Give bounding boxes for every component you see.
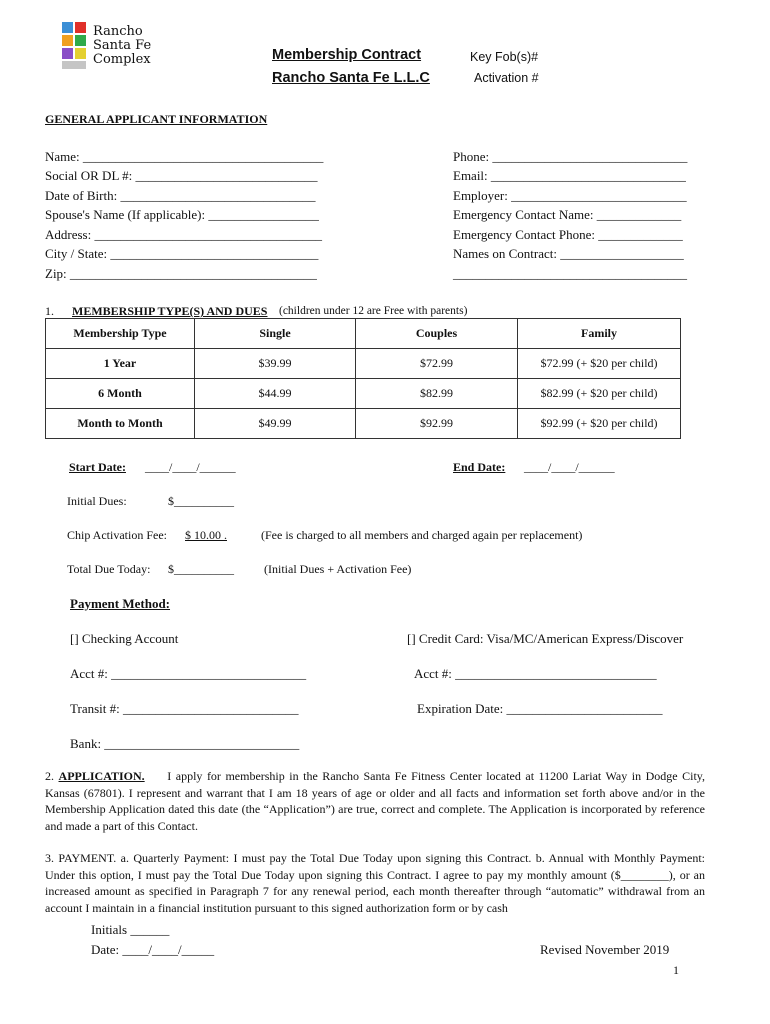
column-header: Couples xyxy=(356,319,518,349)
emergency-contact-phone-field[interactable]: Emergency Contact Phone: _____________ xyxy=(453,227,683,242)
contract-title: Membership Contract xyxy=(272,47,422,63)
membership-type-cell: Month to Month xyxy=(46,409,195,439)
credit-card-option[interactable]: [] Credit Card: Visa/MC/American Express/Discover xyxy=(407,631,684,646)
column-header: Single xyxy=(195,319,356,349)
general-info-heading: GENERAL APPLICANT INFORMATION xyxy=(45,112,268,126)
application-heading: APPLICATION. xyxy=(58,769,145,783)
logo-tile-icon xyxy=(75,22,86,33)
single-price-cell: $44.99 xyxy=(195,379,356,409)
logo-tile-icon xyxy=(62,22,73,33)
chip-fee-note: (Fee is charged to all members and charged again per replacement) xyxy=(261,528,583,542)
logo-tile-icon xyxy=(75,35,86,46)
start-date-field[interactable]: ____/____/______ xyxy=(145,460,236,474)
spouse-name-field[interactable]: Spouse's Name (If applicable): _________________ xyxy=(45,207,319,222)
page-number: 1 xyxy=(673,963,679,977)
checking-account-option[interactable]: [] Checking Account xyxy=(70,631,179,646)
membership-dues-table xyxy=(45,318,681,439)
total-due-field[interactable]: $__________ xyxy=(168,562,234,576)
family-price-cell: $82.99 (+ $20 per child) xyxy=(518,379,681,409)
single-price-cell: $39.99 xyxy=(195,349,356,379)
company-logo xyxy=(58,20,154,72)
key-fob-label: Key Fob(s)# xyxy=(470,50,539,64)
start-date-label: Start Date: xyxy=(69,460,126,474)
membership-heading: MEMBERSHIP TYPE(S) AND DUES xyxy=(72,304,268,318)
payment-method-heading: Payment Method: xyxy=(70,596,171,611)
logo-line: Complex xyxy=(93,52,151,67)
address-field[interactable]: Address: ___________________________________ xyxy=(45,227,322,242)
total-due-label: Total Due Today: xyxy=(67,562,151,576)
zip-field[interactable]: Zip: ______________________________________ xyxy=(45,266,317,281)
email-field[interactable]: Email: ______________________________ xyxy=(453,168,686,183)
initial-dues-label: Initial Dues: xyxy=(67,494,127,508)
names-on-contract-field[interactable]: Names on Contract: ___________________ xyxy=(453,246,684,261)
logo-tile-icon xyxy=(62,35,73,46)
membership-note: (children under 12 are Free with parents) xyxy=(279,305,468,317)
couples-price-cell: $92.99 xyxy=(356,409,518,439)
card-acct-field[interactable]: Acct #: _______________________________ xyxy=(414,666,657,681)
single-price-cell: $49.99 xyxy=(195,409,356,439)
emergency-contact-name-field[interactable]: Emergency Contact Name: _____________ xyxy=(453,207,682,222)
payment-paragraph: 3. PAYMENT. a. Quarterly Payment: I must pay the Total Due Today upon signing this Contract. b. Annual with Monthly Payment: Under this option, I must pay the Total Due Today upon signing this Contract. I agree to pay my monthly amount ($________), or an increased amount as specified in Paragraph 7 for any renewal period, each month thereafter through “automatic” withdrawal from an account I maintain in a financial institution pursuant to this signed authorization form or by cash xyxy=(45,851,705,915)
name-field[interactable]: Name: _____________________________________ xyxy=(45,149,324,164)
family-price-cell: $72.99 (+ $20 per child) xyxy=(518,349,681,379)
end-date-label: End Date: xyxy=(453,460,506,474)
section-number: 1. xyxy=(45,304,54,318)
membership-type-cell: 1 Year xyxy=(46,349,195,379)
date-of-birth-field[interactable]: Date of Birth: ______________________________ xyxy=(45,188,316,203)
table-row xyxy=(46,379,681,409)
family-price-cell: $92.99 (+ $20 per child) xyxy=(518,409,681,439)
chip-fee-label: Chip Activation Fee: xyxy=(67,528,167,542)
signature-date-field[interactable]: Date: ____/____/_____ xyxy=(91,942,215,957)
initials-field[interactable]: Initials ______ xyxy=(91,922,170,937)
revision-note: Revised November 2019 xyxy=(540,942,670,957)
couples-price-cell: $72.99 xyxy=(356,349,518,379)
logo-tile-icon xyxy=(75,48,86,59)
names-on-contract-extra-line[interactable]: ____________________________________ xyxy=(453,266,687,281)
application-text: I apply for membership in the Rancho Santa Fe Fitness Center located at 11200 Lariat Way in Dodge City, Kansas (67801). I represent and warrant that I am 18 years of age or older and all facts and information set forth above and/or in the Membership Application dated this date (the “Application”) are true, correct and complete. The Application is incorporated by reference and made a part of this Contact. xyxy=(45,769,706,833)
initial-dues-field[interactable]: $__________ xyxy=(168,494,234,508)
transit-field[interactable]: Transit #: ___________________________ xyxy=(70,701,299,716)
phone-field[interactable]: Phone: ______________________________ xyxy=(453,149,688,164)
checking-acct-field[interactable]: Acct #: ______________________________ xyxy=(70,666,307,681)
application-paragraph xyxy=(45,768,705,834)
column-header: Family xyxy=(518,319,681,349)
employer-field[interactable]: Employer: ___________________________ xyxy=(453,188,687,203)
logo-tile-icon xyxy=(62,61,86,69)
total-due-note: (Initial Dues + Activation Fee) xyxy=(264,562,412,576)
logo-tile-icon xyxy=(62,48,73,59)
end-date-field[interactable]: ____/____/______ xyxy=(524,460,615,474)
table-row xyxy=(46,349,681,379)
chip-fee-value: $ 10.00 . xyxy=(185,528,227,542)
column-header: Membership Type xyxy=(46,319,195,349)
activation-label: Activation # xyxy=(474,71,539,85)
logo-line: Rancho xyxy=(93,24,143,39)
section-label: 2. xyxy=(45,769,59,783)
membership-type-cell: 6 Month xyxy=(46,379,195,409)
table-header-row xyxy=(46,319,681,349)
logo-line: Santa Fe xyxy=(93,38,152,53)
contract-subtitle: Rancho Santa Fe L.L.C xyxy=(272,70,430,86)
expiration-date-field[interactable]: Expiration Date: ________________________ xyxy=(417,701,663,716)
bank-field[interactable]: Bank: ______________________________ xyxy=(70,736,300,751)
table-row xyxy=(46,409,681,439)
city-state-field[interactable]: City / State: ________________________________ xyxy=(45,246,319,261)
couples-price-cell: $82.99 xyxy=(356,379,518,409)
social-dl-field[interactable]: Social OR DL #: ____________________________ xyxy=(45,168,318,183)
